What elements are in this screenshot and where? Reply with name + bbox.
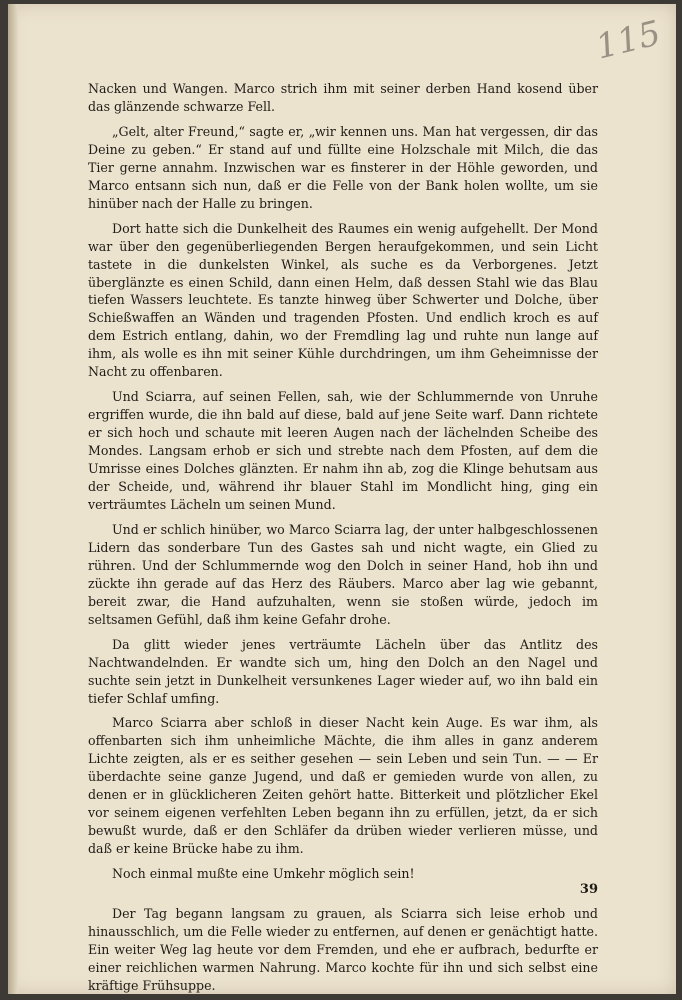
paragraph-1: Nacken und Wangen. Marco strich ihm mit seiner derben Hand kosend über das glänzende schwarze Fell. <box>88 81 598 114</box>
paragraph-9: Der Tag begann langsam zu grauen, als Sciarra sich leise erhob und hinausschlich, um die Felle wieder zu entfernen, auf denen er genächtigt hatte. Ein weiter Weg lag heute vor dem Fremden, und ehe er aufbrach, bedurfte er einer reichlichen warmen Nahrung. Marco kochte für ihn und sich selbst eine kräftige Frühsuppe. <box>88 906 598 993</box>
paragraph-4: Und Sciarra, auf seinen Fellen, sah, wie der Schlummernde von Unruhe ergriffen wurde, die ihn bald auf diese, bald auf jene Seite warf. Dann richtete er sich hoch und schaute mit leeren Augen nach der lächelnden Scheibe des Mondes. Langsam erhob er sich und strebte nach dem Pfosten, auf dem die Umrisse eines Dolches glänzten. Er nahm ihn ab, zog die Klinge behutsam aus der Scheide, und, während ihr blauer Stahl im Mondlicht hing, ging ein verträumtes Lächeln um seinen Mund. <box>88 389 598 512</box>
page-number: 39 <box>579 882 598 897</box>
paragraph-3: Dort hatte sich die Dunkelheit des Raumes ein wenig aufgehellt. Der Mond war über den gegenüberliegenden Bergen heraufgekommen, und sein Licht tastete in die dunkelsten Winkel, als suche es da Verborgenes. Jetzt überglänzte es einen Schild, dann einen Helm, daß dessen Stahl wie das Blau tiefen Wassers leuchtete. Es tanzte hinweg über Schwerter und Dolche, über Schießwaffen an Wänden und tragenden Pfosten. Und endlich kroch es auf dem Estrich entlang, dahin, wo der Fremdling lag und ruhte nun lange auf ihm, als wolle es ihn mit seiner Kühle durchdringen, um ihm Geheimnisse der Nacht zu offenbaren. <box>88 220 598 380</box>
paragraph-6: Da glitt wieder jenes verträumte Lächeln über das Antlitz des Nachtwandelnden. Er wandte sich um, hing den Dolch an den Nagel und suchte sein jetzt in Dunkelheit versunkenes Lager wieder auf, wo ihn bald ein tiefer Schlaf umfing. <box>88 636 598 706</box>
book-page <box>8 4 676 994</box>
body-text <box>88 80 598 995</box>
handwritten-folio-number: 115 <box>592 13 665 68</box>
paragraph-7: Marco Sciarra aber schloß in dieser Nacht kein Auge. Es war ihm, als offenbarten sich ihm unheimliche Mächte, die ihm alles in ganz anderem Lichte zeigten, als er es seither gesehen — sein Leben und sein Tun. — — Er überdachte seine ganze Jugend, und daß er gemieden wurde von allen, zu denen er in glücklicheren Zeiten gehört hatte. Bitterkeit und plötzlicher Ekel vor seinem eigenen verfehlten Leben begann ihn zu erfüllen, jetzt, da er sich bewußt wurde, daß er den Schläfer da drüben wieder verlieren müsse, und daß er keine Brücke habe zu ihm. <box>88 715 598 857</box>
paragraph-8: Noch einmal mußte eine Umkehr möglich sein! <box>112 866 415 882</box>
paragraph-2: „Gelt, alter Freund,“ sagte er, „wir kennen uns. Man hat vergessen, dir das Deine zu geben.“ Er stand auf und füllte eine Holzschale mit Milch, die das Tier gerne annahm. Inzwischen war es finsterer in der Höhle geworden, und Marco entsann sich nun, daß er die Felle von der Bank holen wollte, um sie hinüber nach der Halle zu bringen. <box>88 123 598 211</box>
page-binding-edge <box>8 4 18 994</box>
paragraph-5: Und er schlich hinüber, wo Marco Sciarra lag, der unter halbgeschlossenen Lidern das sonderbare Tun des Gastes sah und nicht wagte, ein Glied zu rühren. Und der Schlummernde wog den Dolch in seiner Hand, hob ihn und zückte ihn gerade auf das Herz des Räubers. Marco aber lag wie gebannt, bereit zwar, die Hand aufzuhalten, wenn sie stoßen würde, jedoch im seltsamen Gefühl, daß ihm keine Gefahr drohe. <box>88 521 598 627</box>
